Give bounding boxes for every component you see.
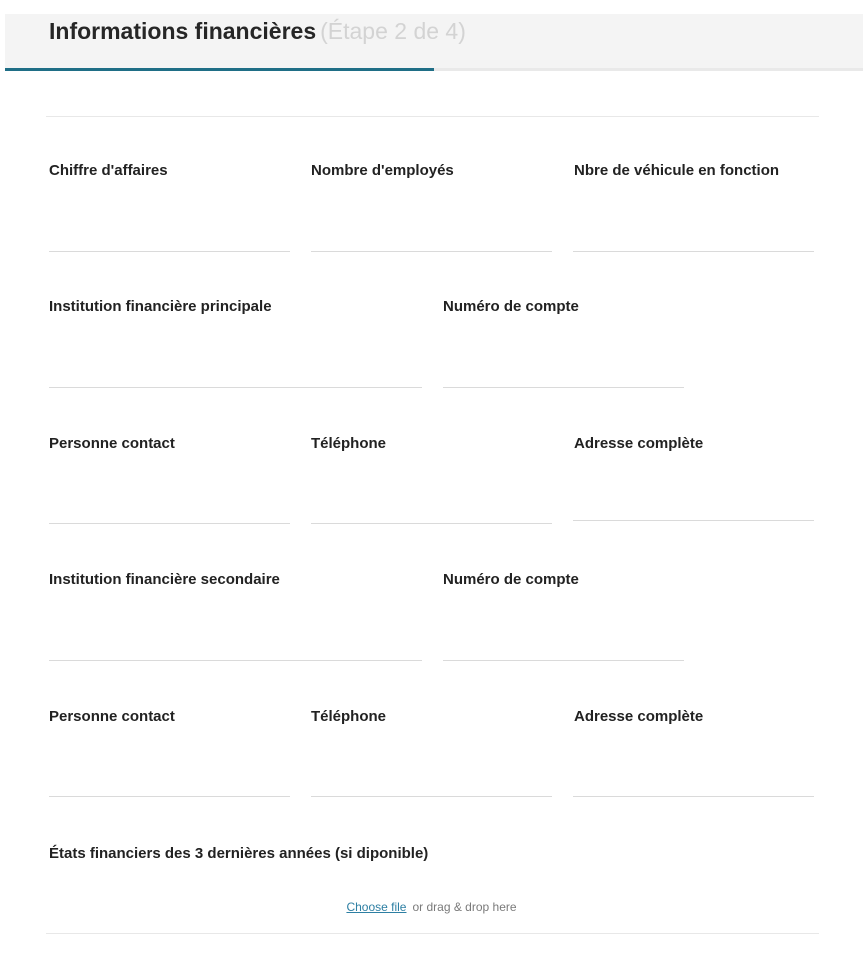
section-divider-bottom <box>46 933 819 934</box>
institution-principale-label: Institution financière principale <box>49 298 272 315</box>
drag-drop-hint: or drag & drop here <box>412 900 517 914</box>
personne-contact-secondaire-label: Personne contact <box>49 708 175 725</box>
step-indicator: (Étape 2 de 4) <box>320 18 466 44</box>
nombre-employes-label: Nombre d'employés <box>311 162 454 179</box>
etats-financiers-label: États financiers des 3 dernières années (si diponible) <box>49 845 429 862</box>
numero-compte-principal-label: Numéro de compte <box>443 298 579 315</box>
adresse-secondaire-input[interactable] <box>573 767 814 797</box>
institution-secondaire-input[interactable] <box>49 631 422 661</box>
chiffre-affaires-input[interactable] <box>49 222 290 252</box>
choose-file-link[interactable]: Choose file <box>346 900 407 914</box>
adresse-principal-input[interactable] <box>573 491 814 521</box>
telephone-principal-label: Téléphone <box>311 435 387 452</box>
institution-secondaire-label: Institution financière secondaire <box>49 571 280 588</box>
numero-compte-principal-input[interactable] <box>443 358 684 388</box>
telephone-secondaire-input[interactable] <box>311 767 552 797</box>
personne-contact-secondaire-input[interactable] <box>49 767 290 797</box>
personne-contact-principal-label: Personne contact <box>49 435 175 452</box>
nbre-vehicules-label: Nbre de véhicule en fonction <box>574 162 780 179</box>
adresse-secondaire-label: Adresse complète <box>574 708 704 725</box>
page-title <box>49 18 466 45</box>
adresse-principal-label: Adresse complète <box>574 435 704 452</box>
institution-principale-input[interactable] <box>49 358 422 388</box>
telephone-principal-input[interactable] <box>311 494 552 524</box>
numero-compte-secondaire-input[interactable] <box>443 631 684 661</box>
form-step-header <box>5 14 863 68</box>
numero-compte-secondaire-label: Numéro de compte <box>443 571 579 588</box>
progress-track <box>5 68 863 71</box>
personne-contact-principal-input[interactable] <box>49 494 290 524</box>
page-title-text: Informations financières <box>49 18 317 44</box>
nbre-vehicules-input[interactable] <box>573 222 814 252</box>
progress-bar-fill <box>5 68 434 71</box>
chiffre-affaires-label: Chiffre d'affaires <box>49 162 168 179</box>
telephone-secondaire-label: Téléphone <box>311 708 387 725</box>
file-upload-dropzone[interactable] <box>0 900 863 914</box>
nombre-employes-input[interactable] <box>311 222 552 252</box>
section-divider-top <box>46 116 819 117</box>
